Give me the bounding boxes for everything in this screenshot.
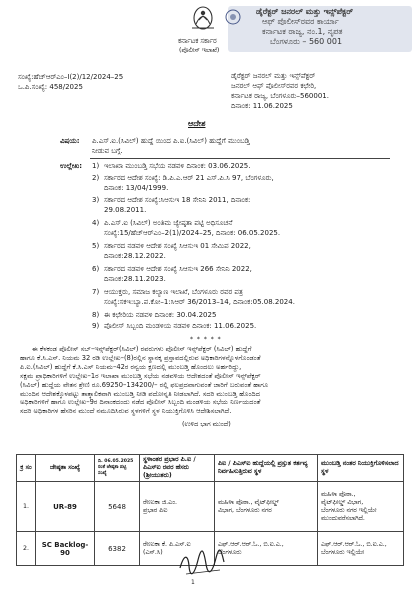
handwritten-signature [176, 548, 228, 580]
row-1-current-line-2: ವಿಭಾಗ, ಬೆಂಗಳೂರು ನಗರ [218, 506, 272, 514]
body-paragraph [20, 345, 404, 416]
ref-7-text-cont: ಸಂಖ್ಯೆ:ಸಕಇ:ಬ್ಯಾ.ಪ.ಕೋ–1:ಸಿಆರ್ 36/2013–14, ದಿನಾಂಕ:05.08.2024. [104, 298, 295, 306]
row-1-posting-line-1: ಮಹಿಳಾ ಪೊಠಾ., [321, 490, 356, 498]
order-heading: ಆದೇಶ [188, 119, 206, 128]
body-line-3: ಪಿ.ಐ.(ಸಿವಿಲ್) ಹುದ್ದೆಗೆ ಕೆ.ಸಿ.ಎಸ್ ನಿಯಮ–42ರ ರನ್ವಯ ಕ್ಷಣದಲ್ಲಿ ಮುಂಬಡ್ತಿ ಹೊಂದಲು ಅರ್ಹರಿದ್ದು, [20, 362, 242, 371]
row-1-sl: 1. [17, 482, 36, 532]
ref-6-number: 6) [92, 265, 100, 273]
row-2-current [215, 532, 318, 566]
subject-divider [90, 158, 390, 159]
continued-note: (ಉಳಿದ ಭಾಗ ಮುಂದೆ) [182, 420, 231, 428]
row-1-name [140, 482, 215, 532]
order-date: ದಿನಾಂಕ: 11.06.2025 [231, 102, 293, 110]
row-1-current [215, 482, 318, 532]
ref-7-number: 7) [92, 288, 100, 296]
ref-2-number: 2) [92, 174, 100, 182]
subject-label: ವಿಷಯ: [60, 137, 80, 145]
col-current-posting: ಪಿಐ / ಪಿಎಸ್‌ಐ ಹುದ್ದೆಯಲ್ಲಿ ಪ್ರಸ್ತುತ ಕರ್ತವ್ಯ ನಿರ್ವಹಿಸುತ್ತಿರುವ ಸ್ಥಳ [215, 455, 318, 482]
table-row [17, 482, 404, 532]
col-list-number: ದಿ. 06.05.2025 ರಂತೆ ಜೇಷ್ಠತಾ ಪಟ್ಟಿ ಸಂಖ್ಯೆ [95, 455, 140, 482]
row-2-name-line-2: (ಎಸ್.ಸಿ) [143, 548, 163, 556]
row-2-posting-line-1: ಎಫ್.ಆರ್.ಆರ್.ಓ., ಬಿ.ಐ.ಎ., [321, 540, 387, 548]
ref-8-number: 8) [92, 311, 100, 319]
letterhead-stamp: ಡೈರೆಕ್ಟರ್ ಜನರಲ್ ಮತ್ತು ಇನ್ಸ್‌ಪೆಕ್ಟರ್ ಆಫ್ ಪೊಲೀಸ್‌ರವರ ಕಾರ್ಯಾ ಕರ್ನಾಟಕ ರಾಜ್ಯ, ನಂ.1, ನೃಪತ ಬೆಂಗಳೂರು – 560 001 [256, 7, 354, 46]
government-title: ಕರ್ನಾಟಕ ಸರ್ಕಾರ [178, 37, 217, 45]
references-label: ಉಲ್ಲೇಖ: [60, 162, 83, 170]
row-1-posting-line-2: ವೈಟ್‌ಫೀಲ್ಡ್ ವಿಭಾಗ, [321, 498, 364, 506]
col-sl: ಕ್ರ ಸಂ [17, 455, 36, 482]
row-2-current-line-2: ಬೆಂಗಳೂರು [218, 548, 242, 556]
ref-9-number: 9) [92, 322, 100, 330]
row-2-list-number: 6382 [95, 532, 140, 566]
row-1-list-number: 5648 [95, 482, 140, 532]
body-line-5: (ಸಿವಿಲ್) ಹುದ್ದೆಯ ವೇತನ ಶ್ರೇಣಿ ರೂ.69250–134200/– ರಲ್ಲಿ ಫಲಪ್ರದವಾಗುವಂತೆ ಜಾರಿಗೆ ಬರುವಂತೆ ಹಾಗೂ [20, 380, 269, 389]
body-line-8: ಸದರಿ ಅಧಿಕಾರಿಗಳ ಹೆಸರಿನ ಮುಂದೆ ನಮೂದಿಸಿರುವ ಸ್ಥಳಗಳಿಗೆ ಸ್ಥಳ ನಿಯುಕ್ತಿಗೊಳಿಸಿ ಆದೇಶಿಸಲಾಗಿದೆ. [20, 407, 232, 416]
table-header-row [17, 455, 404, 482]
row-2-current-line-1: ಎಫ್.ಆರ್.ಆರ್.ಓ., ಬಿ.ಐ.ಎ., [218, 540, 284, 548]
ref-4-number: 4) [92, 219, 100, 227]
ref-6-text-cont: ದಿನಾಂಕ:28.11.2023. [104, 275, 166, 283]
col-officer-name: ಸ್ಥಳಾಂತರ ಪ್ರಭಾರ ಪಿ.ಐ / ಪಿಎಸ್‌ಐ ರವರ ಹೆಸರು (ಶ್ರೀಯುತರು) [140, 455, 215, 482]
subject-line-2: ನೀಡುವ ಬಗ್ಗೆ. [92, 147, 123, 155]
state-emblem-icon [186, 4, 220, 34]
ref-2-text-cont: ದಿನಾಂಕ: 13/04/1999. [104, 184, 169, 192]
ref-4-text: ಪಿ.ಎಸ್.ಐ (ಸಿವಿಲ್) ಅಂತಿಮ ಜ್ಯೇಷ್ಠತಾ ಪಟ್ಟಿ ಅಧಿಸೂಚನೆ [104, 219, 233, 227]
subject-line-1: ಪಿ.ಎಸ್.ಐ.(ಸಿವಿಲ್) ಹುದ್ದೆ ಯಿಂದ ಪಿ.ಐ.(ಸಿವಿಲ್) ಹುದ್ದೆಗೆ ಮುಂಬಡ್ತಿ [92, 137, 250, 145]
official-seal-icon [224, 8, 242, 26]
ref-1-text: ಇಲಾಖಾ ಮುಂಬಡ್ತಿ ಸಭೆಯ ನಡವಳಿ ದಿನಾಂಕ: 03.06.2025. [104, 162, 251, 170]
office-line-2: ಜನರಲ್ ಆಫ್ ಪೊಲೀಸ್‌ರವರ ಕಛೇರಿ, [231, 82, 317, 90]
row-2-sl: 2. [17, 532, 36, 566]
page-number: 1 [191, 579, 195, 586]
ref-8-text: ಈ ಕಛೇರಿಯ ನಡವಳಿ ದಿನಾಂಕ: 30.04.2025 [104, 311, 217, 319]
col-new-posting: ಮುಂಬಡ್ತಿ ನಂತರ ನಿಯುಕ್ತಿಗೊಳಿಸಲಾದ ಸ್ಥಳ [318, 455, 404, 482]
ref-4-text-cont: ಸಂಖ್ಯೆ:15/ಹೆಚ್‌ಆರ್‌ಎಂ–2(1)/2024–25, ದಿನಾಂಕ: 06.05.2025. [104, 229, 281, 237]
row-1-seniority: UR-89 [36, 482, 95, 532]
row-1-current-line-1: ಮಹಿಳಾ ಪೊಠಾ., ವೈಟ್‌ಫೀಲ್ಡ್ [218, 498, 279, 506]
body-line-2: ಹಾಗೂ ಕೆ.ಸಿ.ಎಸ್. ನಿಯಮ 32 ರಡಿ ಉಲ್ಲೇಖ–(8)ರಲ್ಲಿನ ಸ್ಥಾನಕ್ಕ ಪ್ರಸ್ತಾವದಲ್ಲಿರುವ ಅಧಿಕಾರಿಗಳನ್ನೊಳಗೊಂಡಂತೆ [20, 353, 261, 362]
ref-3-text: ಸರ್ಕಾರದ ಆದೇಶ ಸಂಖ್ಯೆ:ಸಿಆಸುಇ 18 ಸೇನಿನಿ 2011, ದಿನಾಂಕ: [104, 196, 251, 204]
row-2-posting-line-2: ಬೆಂಗಳೂರು ಇಲ್ಲಿಯೇ [321, 548, 365, 556]
ref-3-number: 3) [92, 196, 100, 204]
ref-1-number: 1) [92, 162, 100, 170]
ref-2-text: ಸರ್ಕಾರದ ಆದೇಶ ಸಂಖ್ಯೆ: ಡಿ.ಪಿ.ಎ.ಆರ್ 21 ಎಸ್.ಪಿ.ಸಿ 97, ಬೆಂಗಳೂರು, [104, 174, 274, 182]
body-line-1: ಈ ಕೆಳಕಂಡ ಪೊಲೀಸ್ ಸಬ್–ಇನ್ಸ್‌ಪೆಕ್ಟರ್(ಸಿವಿಲ್) ರವರುಗಳು ಪೊಲೀಸ್ ಇನ್ಸ್‌ಪೆಕ್ಟರ್ (ಸಿವಿಲ್) ಹುದ್ದೆಗೆ [32, 345, 252, 353]
ref-6-text: ಸರ್ಕಾರದ ನಡವಳಿ ಆದೇಶ ಸಂಖ್ಯೆ ಸಿಆಸುಇ 266 ಸೇನಿನಿ 2022, [104, 265, 252, 273]
office-line-3: ಕರ್ನಾಟಕ ರಾಜ್ಯ, ಬೆಂಗಳೂರು–560001. [231, 92, 329, 100]
ref-5-number: 5) [92, 242, 100, 250]
row-1-name-line-2: ಪ್ರಭಾರ ಪಿಐ [143, 506, 168, 514]
body-line-4: ಸಕ್ಷಮ ಪ್ರಾಧಿಕಾರಿಗಳಿಗೆ ಉಲ್ಲೇಖ–1ರ ಇಲಾಖಾ ಮುಂಬಡ್ತಿ ಸಭೆಯ ನಡವಳಿಯ ಆದೇಶದಂತೆ ಪೊಲೀಸ್ ಇನ್ಸ್‌ಪೆಕ್ಟರ್ [20, 371, 261, 380]
row-2-posting [318, 532, 404, 566]
col-seniority: ಜೇಷ್ಠತಾ ಸಂಖ್ಯೆ [36, 455, 95, 482]
ref-9-text: ಪೊಲೀಸ್ ಸಿಬ್ಬಂದಿ ಮಂಡಳಿಯ ನಡವಳಿ ದಿನಾಂಕ: 11.06.2025. [104, 322, 257, 330]
separator-stars: * * * * * [190, 336, 222, 343]
body-line-6: ಮುಂದಿನ ಆದೇಶಕ್ಕೊಳಪಟ್ಟು ತಾತ್ಕಾಲಿಕವಾಗಿ ಮುಂಬಡ್ತಿ ನೀಡಿ ಪದೋನ್ನತಿ ನೀಡಲಾಗಿದೆ. ಸದರಿ ಮುಂಬಡ್ತಿ ಹೊಂದಿದ [20, 389, 261, 398]
ref-7-text: ಆಯುಕ್ತರು, ಸಮಾಜ ಕಲ್ಯಾಣ ಇಲಾಖೆ, ಬೆಂಗಳೂರು ರವರ ಪತ್ರ [104, 288, 243, 296]
row-2-seniority: SC Backlog-90 [36, 532, 95, 566]
row-2-name-line-1: ರೇಣುಕಾ ಕೆ. ಪಿ.ಎಸ್.ಐ [143, 540, 191, 548]
ref-5-text-cont: ದಿನಾಂಕ:28.12.2022. [104, 252, 166, 260]
department-title: (ಪೊಲೀಸ್ ಇಲಾಖೆ) [179, 47, 220, 54]
row-1-posting [318, 482, 404, 532]
office-line-1: ಡೈರೆಕ್ಟರ್ ಜನರಲ್ ಮತ್ತು ಇನ್ಸ್‌ಪೆಕ್ಟರ್ [231, 72, 316, 80]
row-1-name-line-1: ರೇಣುಕಾ ಜಿ.ಎಂ. [143, 498, 177, 506]
ref-3-text-cont: 29.08.2011. [104, 206, 147, 214]
row-1-posting-line-4: ಮುಂದುವರೆಸಲಾಗಿದೆ. [321, 514, 365, 522]
ref-5-text: ಸರ್ಕಾರದ ನಡವಳಿ ಆದೇಶ ಸಂಖ್ಯೆ ಸಿಆಸುಇ 01 ಸೇಮಿಪ 2022, [104, 242, 251, 250]
order-number: ಒ.ಪಿ.ಸಂಖ್ಯೆ: 458/2025 [18, 83, 83, 91]
row-1-posting-line-3: ಬೆಂಗಳೂರು ನಗರ ಇಲ್ಲಿಯೇ [321, 506, 377, 514]
file-number: ಸಂಖ್ಯೆ:ಹೆಚ್‌ಆರ್‌ಎಂ–I(2)/12/2024–25 [18, 73, 124, 81]
body-line-7: ಅಧಿಕಾರಿಗಳಿಗೆ ಹಾಗೂ ಉಲ್ಲೇಖ–9ರ ದಿನಾಂಕದಂದು ನಡೆದ ಪೊಲೀಸ್ ಸಿಬ್ಬಂದಿ ಮಂಡಳಿಯ ಸಭೆಯ ನಿರ್ಣಯದಂತೆ [20, 398, 261, 407]
